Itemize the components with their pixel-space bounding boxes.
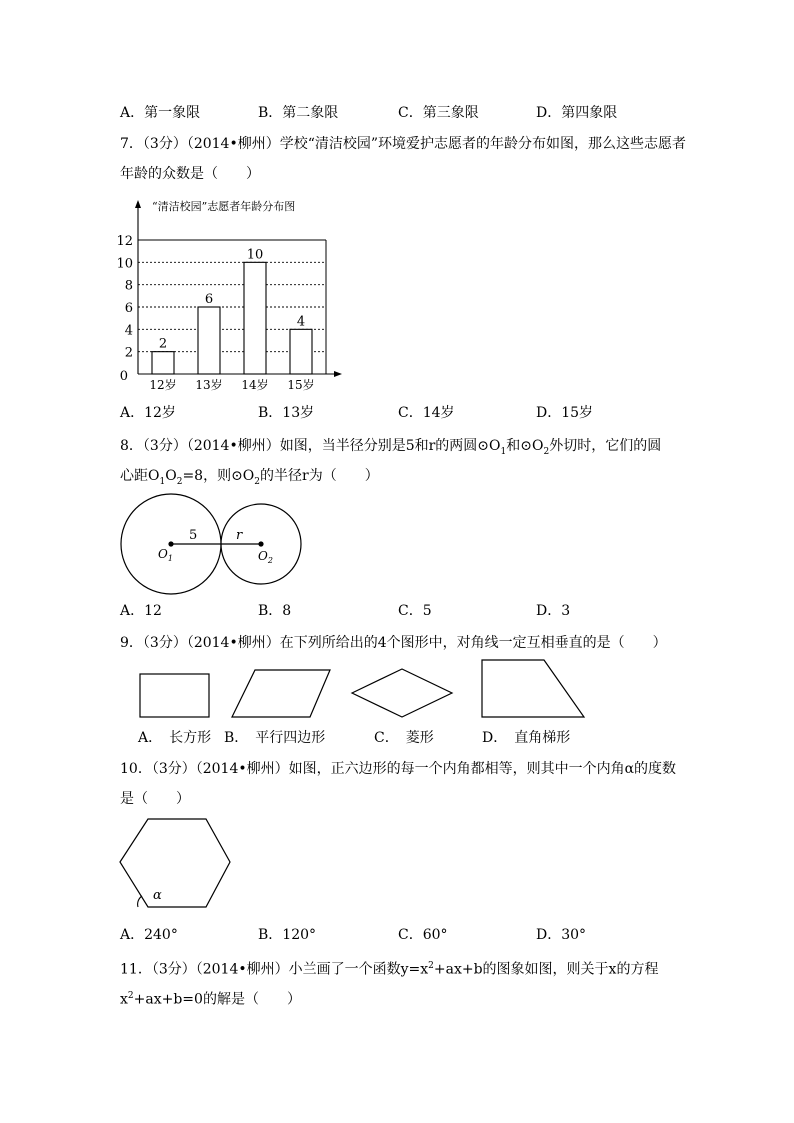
q7-text-line2: 年龄的众数是（ ） <box>120 166 260 182</box>
y-axis-arrow <box>135 200 141 208</box>
y-tick-label: 2 <box>124 345 133 361</box>
q10-text-line2: 是（ ） <box>120 791 190 807</box>
q8-option-b: B．8 <box>258 603 292 619</box>
label-o2: $O_2$ <box>258 549 273 565</box>
parallelogram-shape <box>232 670 330 717</box>
q7-text-line1: 7．（3分）（2014•柳州）学校“清洁校园”环境爱护志愿者的年龄分布如图，那么这些志愿者 <box>120 136 687 152</box>
right-trapezoid-shape <box>482 660 584 717</box>
x-tick-label: 12岁 <box>149 378 177 392</box>
q7-option-b: B．13岁 <box>258 405 315 421</box>
q8-text-line2: 心距$O_1O_2=8$，则$⊙O_2$的半径r为（ ） <box>120 468 379 487</box>
hexagon-shape <box>120 819 230 907</box>
q8-option-a: A．12 <box>120 603 162 619</box>
y-tick-label: 6 <box>124 301 133 316</box>
y-tick-label: 4 <box>124 323 133 339</box>
rectangle-shape <box>140 674 209 717</box>
q8-circles-figure <box>115 492 315 597</box>
q7-option-c: C．14岁 <box>398 405 455 421</box>
q11-text-line1: 11．（3分）（2014•柳州）小兰画了一个函数$y=x^2+ax+b$的图象如图，则关于x的方程 <box>120 961 659 978</box>
q10-option-b: B．120° <box>258 927 317 943</box>
bar-14岁 <box>244 262 266 374</box>
q7-option-d: D．15岁 <box>536 405 594 421</box>
q6-option-d: D．第四象限 <box>536 105 618 121</box>
y-tick-label: 8 <box>124 278 133 294</box>
chart-title: “清洁校园”志愿者年龄分布图 <box>152 200 296 213</box>
q8-option-c: C．5 <box>398 603 432 619</box>
label-5: 5 <box>189 528 198 543</box>
y-tick-label: 0 <box>119 369 128 384</box>
angle-alpha-arc <box>138 896 142 907</box>
label-r: r <box>236 528 243 543</box>
bar-12岁 <box>152 352 174 374</box>
y-tick-label: 10 <box>116 256 133 272</box>
center-o2 <box>258 541 263 546</box>
q10-option-d: D．30° <box>536 927 587 943</box>
q8-text-line1: 8．（3分）（2014•柳州）如图，当半径分别是5和r的两圆$⊙O_1$和$⊙O_2$外切时，它们的圆 <box>120 438 662 457</box>
y-tick-label: 12 <box>116 234 133 249</box>
q9-text-line1: 9．（3分）（2014•柳州）在下列所给出的4个图形中，对角线一定互相垂直的是（ ） <box>120 635 667 651</box>
data-label: 2 <box>158 336 168 352</box>
q6-option-b: B．第二象限 <box>258 105 339 121</box>
x-tick-label: 13岁 <box>195 378 223 392</box>
q9-label-d: D． 直角梯形 <box>482 730 571 746</box>
data-label: 4 <box>296 314 306 330</box>
q7-bar-chart <box>110 192 360 392</box>
label-o1: $O_1$ <box>158 547 173 563</box>
q10-option-a: A．240° <box>120 927 178 943</box>
q9-label-b: B． 平行四边形 <box>224 730 326 746</box>
q9-label-a: A． 长方形 <box>138 730 212 746</box>
q10-hexagon-figure <box>112 815 237 915</box>
q10-option-c: C．60° <box>398 927 448 943</box>
angle-alpha-label: α <box>153 888 162 903</box>
bar-13岁 <box>198 307 220 374</box>
bar-15岁 <box>290 329 312 374</box>
x-axis-arrow <box>334 371 342 377</box>
q11-text-line2: $x^2+ax+b=0$的解是（ ） <box>120 991 301 1008</box>
q10-text-line1: 10．（3分）（2014•柳州）如图，正六边形的每一个内角都相等，则其中一个内角α的度数 <box>120 761 677 777</box>
center-o1 <box>168 541 173 546</box>
q9-shapes-figure <box>130 655 600 725</box>
data-label: 6 <box>204 292 214 307</box>
rhombus-shape <box>352 669 452 717</box>
x-tick-label: 14岁 <box>241 378 269 392</box>
x-tick-label: 15岁 <box>287 378 315 392</box>
data-label: 10 <box>246 247 264 263</box>
q6-option-c: C．第三象限 <box>398 105 479 121</box>
q9-label-c: C． 菱形 <box>374 730 434 746</box>
q7-option-a: A．12岁 <box>120 405 176 421</box>
q8-option-d: D．3 <box>536 603 571 619</box>
q6-option-a: A．第一象限 <box>120 105 201 121</box>
